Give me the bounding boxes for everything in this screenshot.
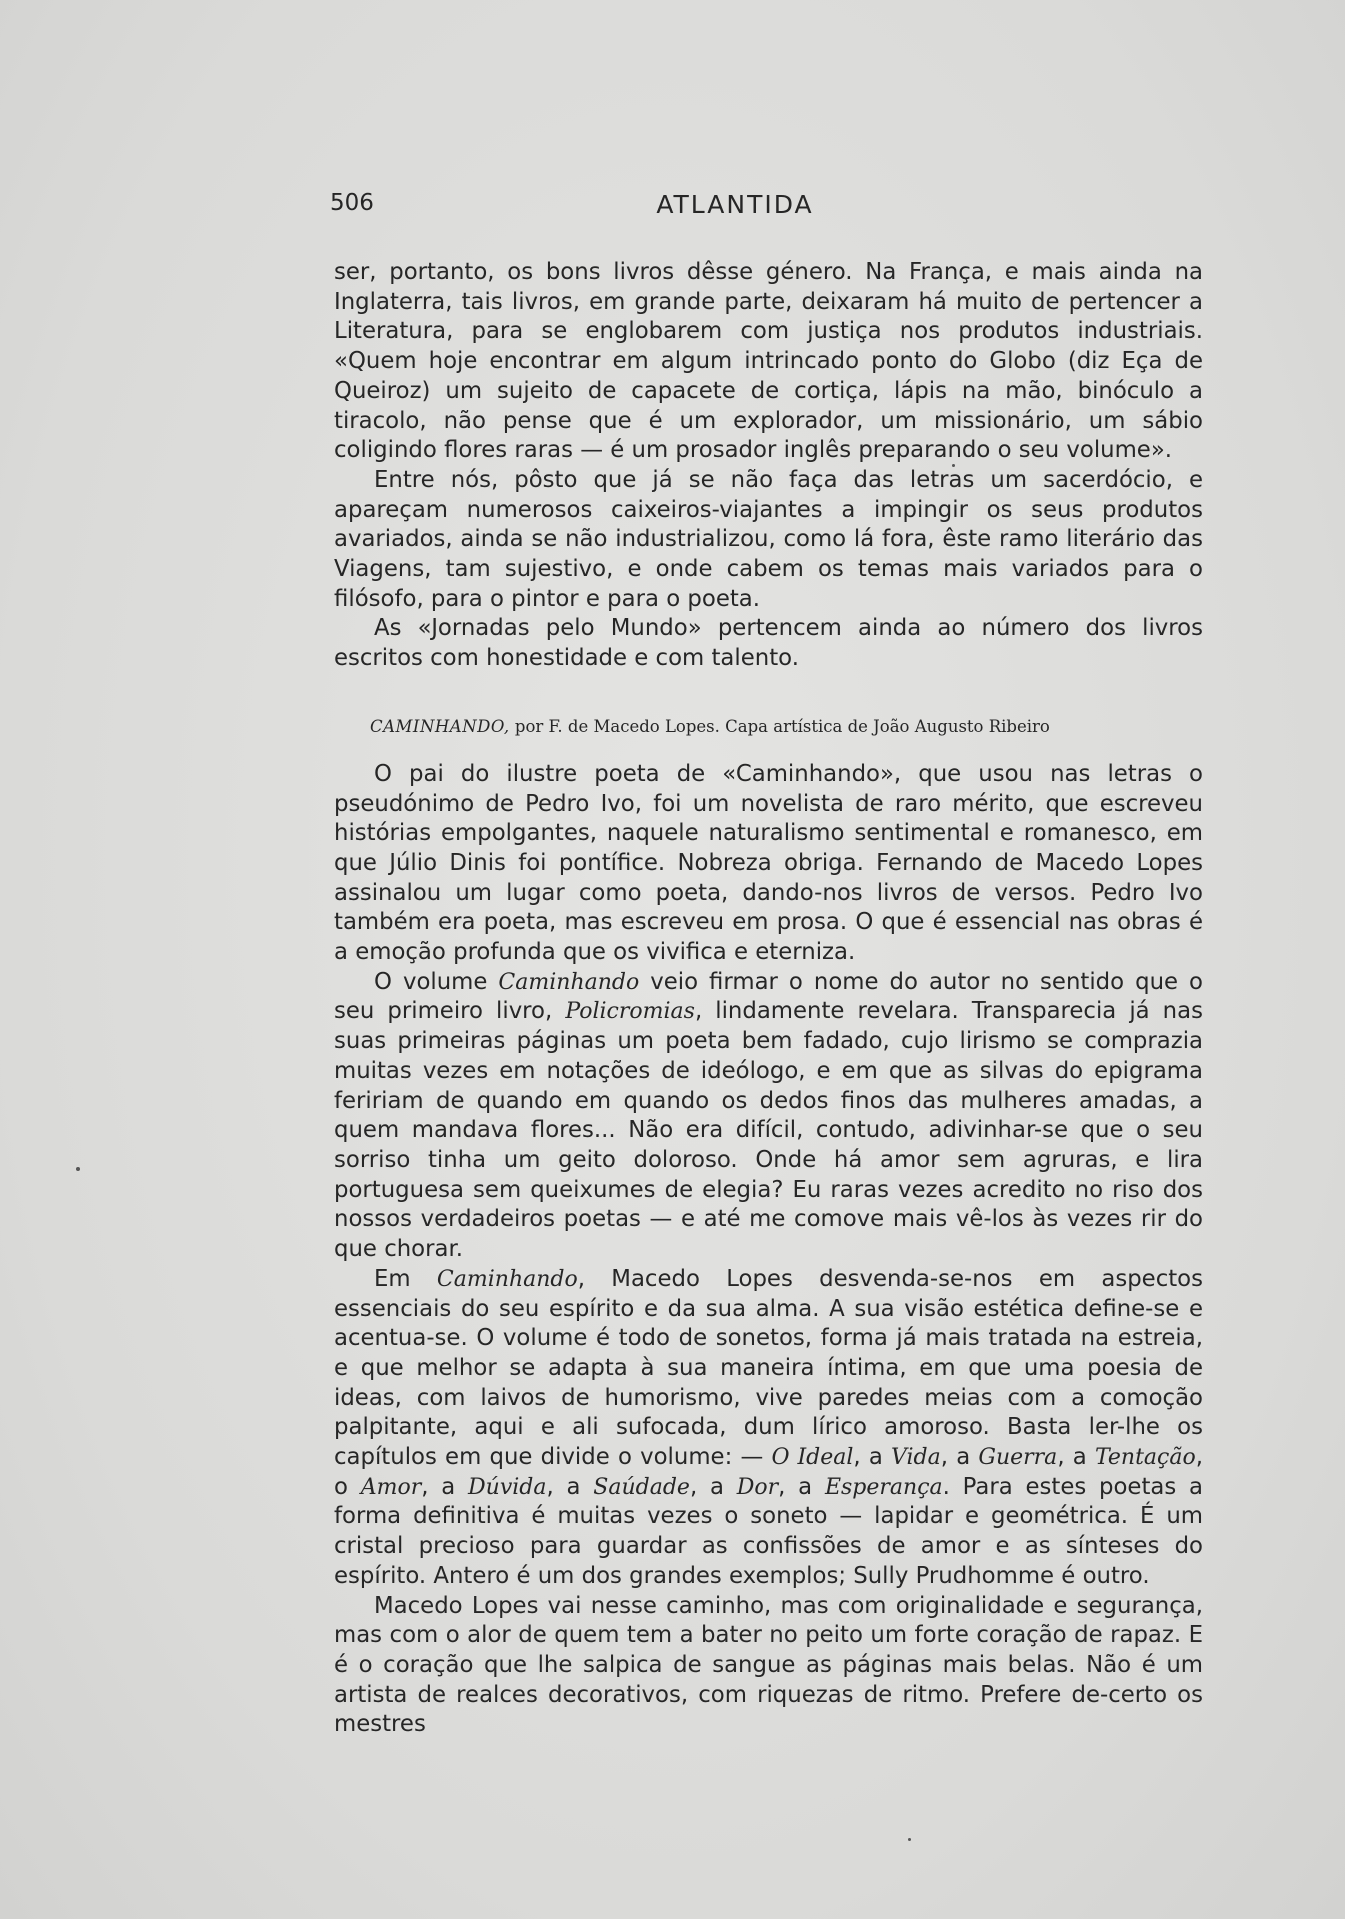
paragraph: Macedo Lopes vai nesse caminho, mas com originalidade e segurança, mas com o alor de quem tem a bater no peito um forte coração de rapaz. E é o coração que lhe salpica de sangue as páginas mais belas. Não é um artista de realces decorativos, com riquezas de ritmo. Prefere de-certo os mestres [334, 1592, 1203, 1738]
italic-chapter: Dor [736, 1474, 779, 1500]
italic-chapter: Saúdade [593, 1474, 690, 1500]
italic-chapter: Amor [360, 1474, 422, 1500]
paragraph: As «Jornadas pelo Mundo» pertencem ainda ao número dos livros escritos com honestidade e com talento. [334, 615, 1203, 672]
article-body [334, 258, 1203, 1740]
italic-chapter: Dúvida [468, 1474, 547, 1500]
paragraph: O pai do ilustre poeta de «Caminhando», que usou nas letras o pseudónimo de Pedro Ivo, foi um novelista de raro mérito, que escreveu histórias empolgantes, naquele naturalismo sentimental e romanesco, em que Júlio Dinis foi pontífice. Nobreza obriga. Fernando de Macedo Lopes assinalou um lugar como poeta, dando-nos livros de versos. Pedro Ivo também era poeta, mas escreveu em prosa. O que é essencial nas obras é a emoção profunda que os vivifica e eterniza. [334, 760, 1203, 966]
paragraph: Entre nós, pôsto que já se não faça das letras um sacerdócio, e apareçam numerosos caixeiros-viajantes a impingir os seus produtos avariados, ainda se não industrializou, como lá fora, êste ramo literário das Viagens, tam sujestivo, e onde cabem os temas mais variados para o filósofo, para o pintor e para o poeta. [334, 466, 1203, 612]
italic-chapter: Tentação [1094, 1445, 1196, 1471]
paragraph: ser, portanto, os bons livros dêsse género. Na França, e mais ainda na Inglaterra, tais livros, em grande parte, deixaram há muito de pertencer a Literatura, para se englobarem com justiça nos produtos industriais. «Quem hoje encontrar em algum intrincado ponto do Globo (diz Eça de Queiroz) um sujeito de capacete de cortiça, lápis na mão, binóculo a tiracolo, não pense que é um explorador, um missionário, um sábio coligindo flores raras — é um prosador inglês preparando o seu volume». [334, 259, 1203, 464]
page-number: 506 [330, 190, 374, 216]
italic-chapter: O Ideal [771, 1445, 854, 1471]
review-book-title: CAMINHANDO, [370, 716, 510, 736]
review-heading [370, 716, 1203, 738]
review-book-details: por F. de Macedo Lopes. Capa artística de João Augusto Ribeiro [509, 716, 1050, 736]
paragraph: Em Caminhando, Macedo Lopes desvenda-se-nos em aspectos essenciais do seu espírito e da sua alma. A sua visão estética define-se e acentua-se. O volume é todo de sonetos, forma já mais tratada na estreia, e que melhor se adapta à sua maneira íntima, em que uma poesia de ideas, com laivos de humorismo, vive paredes meias com a comoção palpitante, aqui e ali sufocada, dum lírico amoroso. Basta ler-lhe os capítulos em que divide o volume: — O Ideal, a Vida, a Guerra, a Tentação, o Amor, a Dúvida, a Saúdade, a Dor, a Esperança. Para estes poetas a forma definitiva é muitas vezes o soneto — lapidar e geométrica. É um cristal precioso para guardar as confissões de amor e as sínteses do espírito. Antero é um dos grandes exemplos; Sully Prudhomme é outro. [334, 1265, 1204, 1589]
italic-title: Caminhando [436, 1266, 578, 1292]
italic-chapter: Esperança [824, 1474, 943, 1500]
paragraph: O volume Caminhando veio firmar o nome do autor no sentido que o seu primeiro livro, Policromias, lindamente revelara. Transparecia já nas suas primeiras páginas um poeta bem fadado, cujo lirismo se comprazia muitas vezes em notações de ideólogo, e em que as silvas do epigrama feririam de quando em quando os dedos finos das mulheres amadas, a quem mandava flores... Não era difícil, contudo, adivinhar-se que o seu sorriso tinha um geito doloroso. Onde há amor sem agruras, e lira portuguesa sem queixumes de elegia? Eu raras vezes acredito no riso dos nossos verdadeiros poetas — e até me comove mais vê-los às vezes rir do que chorar. [334, 968, 1203, 1263]
italic-chapter: Guerra [978, 1445, 1058, 1471]
italic-chapter: Vida [891, 1445, 941, 1471]
italic-title: Policromias [565, 999, 695, 1025]
journal-title: ATLANTIDA [656, 190, 814, 219]
running-header [330, 190, 1140, 226]
italic-title: Caminhando [498, 969, 640, 995]
